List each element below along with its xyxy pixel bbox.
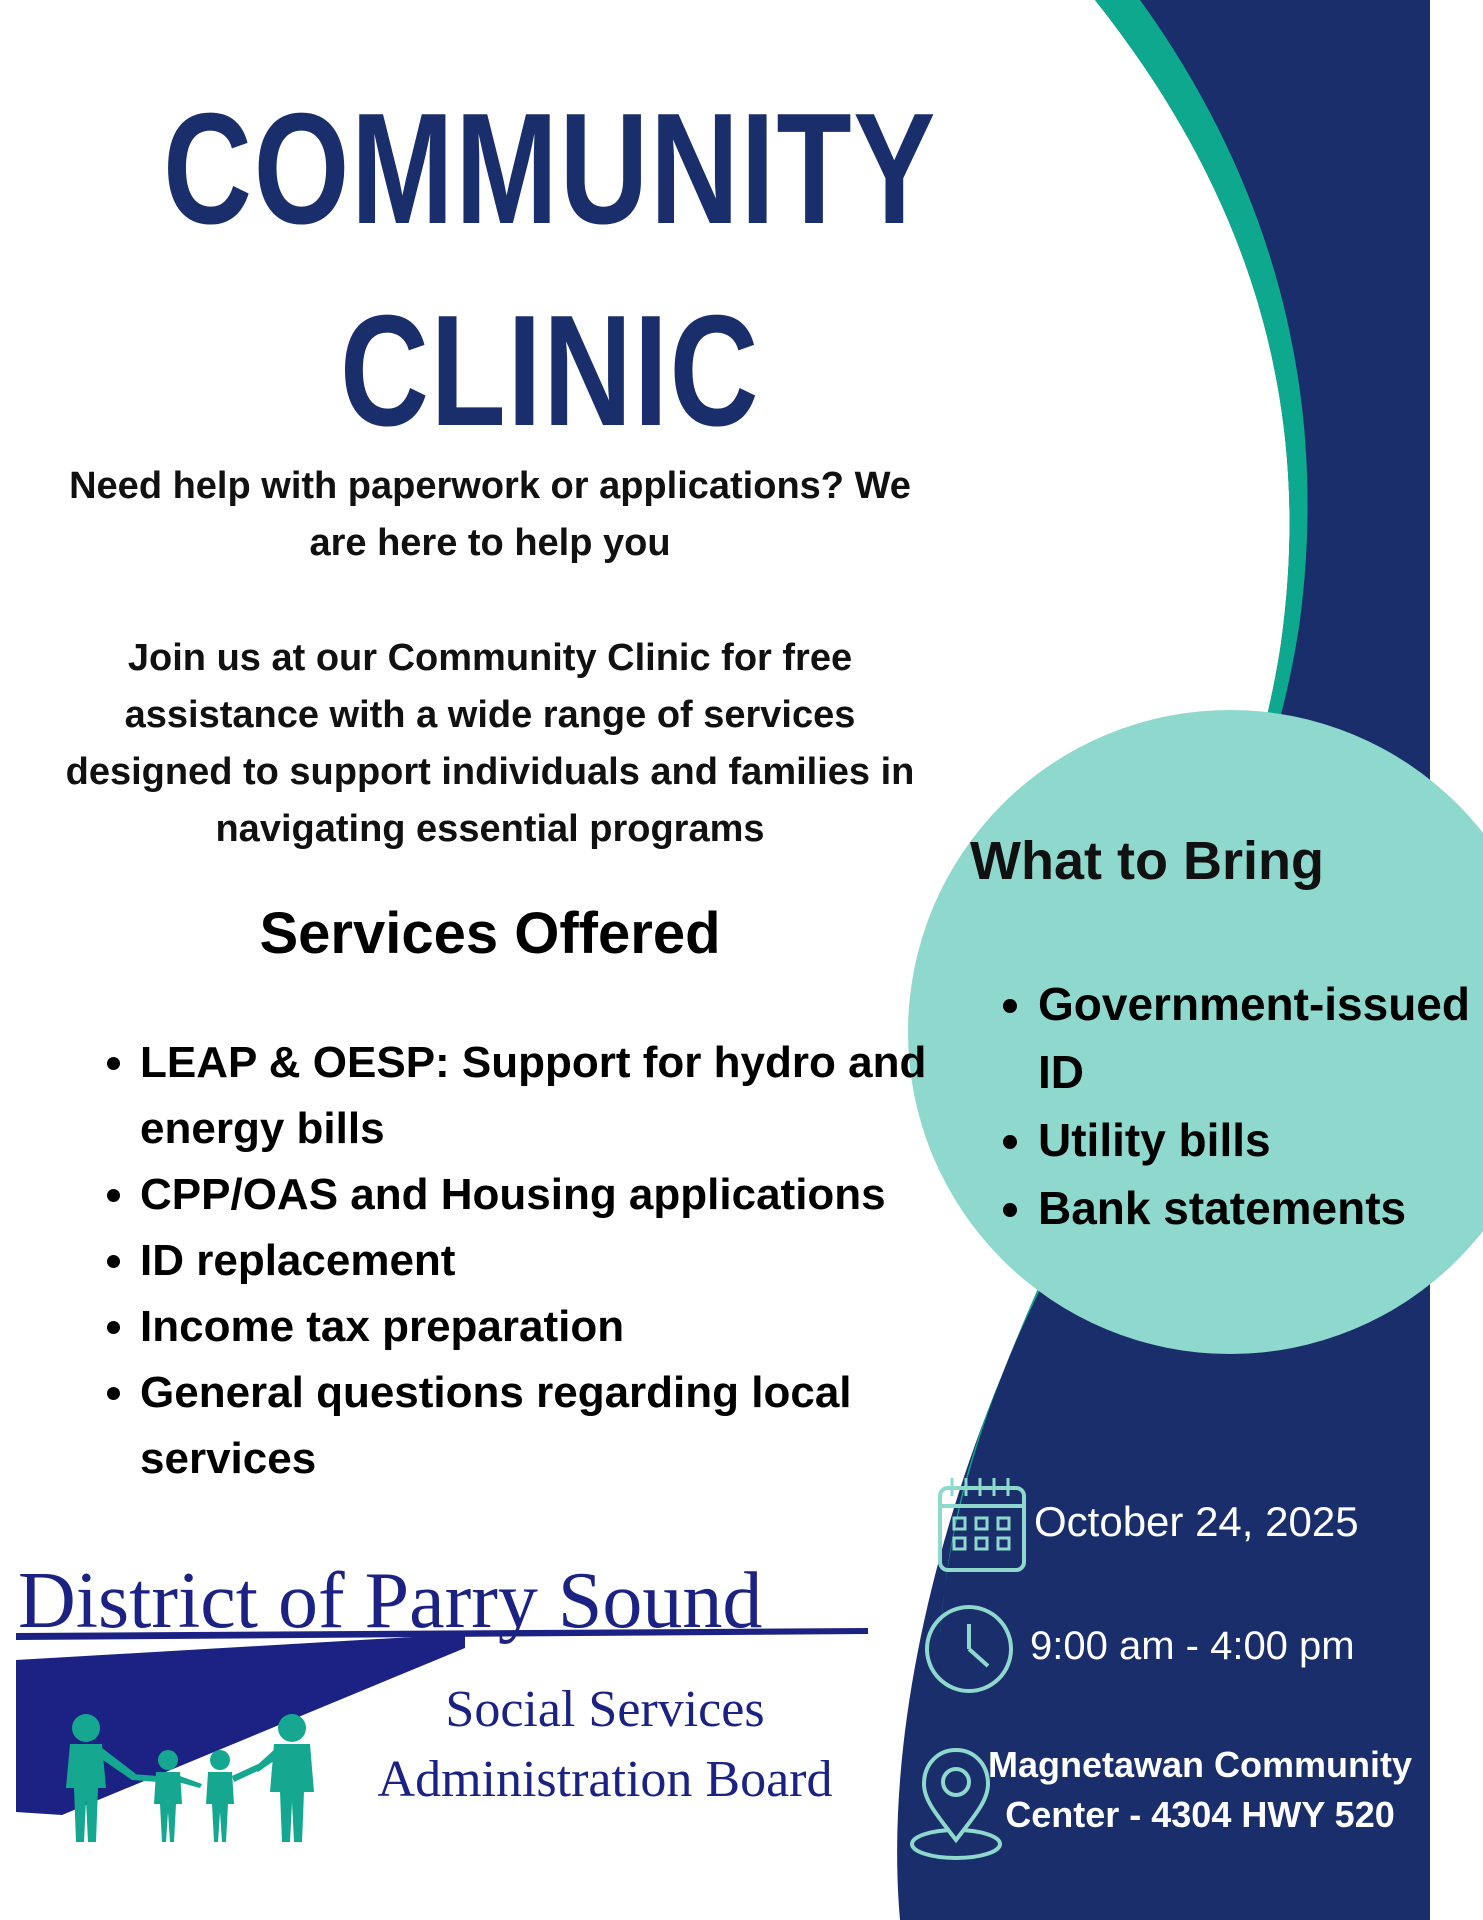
- services-list: [60, 1030, 1000, 1492]
- event-time: 9:00 am - 4:00 pm: [1030, 1624, 1355, 1668]
- event-location: Magnetawan Community Center - 4304 HWY 520: [987, 1744, 1413, 1835]
- event-date: October 24, 2025: [1034, 1498, 1359, 1545]
- service-item: • LEAP & OESP: Support for hydro and energy bills: [140, 1030, 1000, 1162]
- logo-district-name: District of Parry Sound: [18, 1557, 763, 1645]
- services-heading: Services Offered: [259, 901, 721, 966]
- clock-icon: [922, 1602, 1016, 1696]
- service-item: • CPP/OAS and Housing applications: [140, 1162, 1000, 1228]
- logo-board-name: Social Services Administration Board: [377, 1681, 833, 1808]
- what-to-bring-heading: What to Bring: [970, 831, 1324, 891]
- calendar-icon: [936, 1474, 1028, 1574]
- bring-item: • Utility bills: [1038, 1106, 1483, 1174]
- title-line-1: COMMUNITY: [163, 81, 937, 257]
- bring-item: • Government-issued ID: [1038, 970, 1483, 1106]
- service-item: • Income tax preparation: [140, 1294, 1000, 1360]
- intro-description: Join us at our Community Clinic for free assistance with a wide range of services designed to support individuals and families in navigating essential programs: [65, 637, 915, 850]
- service-item: • ID replacement: [140, 1228, 1000, 1294]
- family-figures-icon: [58, 1712, 338, 1852]
- service-item: • General questions regarding local services: [140, 1360, 1000, 1492]
- bring-item: • Bank statements: [1038, 1174, 1483, 1242]
- intro-question: Need help with paperwork or applications? We are here to help you: [69, 465, 911, 564]
- title-line-2: CLINIC: [339, 283, 761, 459]
- what-to-bring-list: [990, 970, 1483, 1242]
